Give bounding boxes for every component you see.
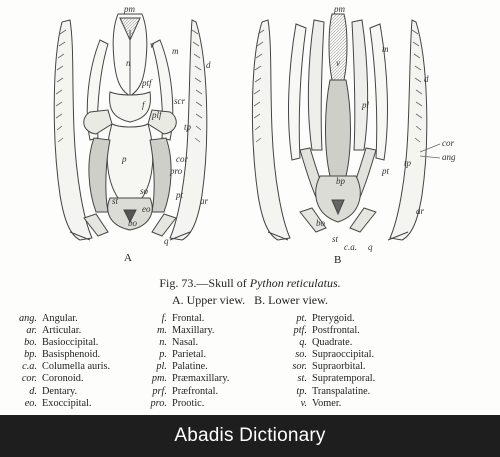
legend-row <box>132 361 229 373</box>
skull-lower-view <box>252 14 440 240</box>
label-b-ca: c.a. <box>344 242 357 252</box>
legend-name: Basisphenoid. <box>42 349 101 361</box>
legend-row <box>2 337 110 349</box>
label-b-bo: bo <box>316 218 325 228</box>
legend-row <box>272 398 375 410</box>
label-b-pm: pm <box>334 4 345 14</box>
label-a-st: st <box>112 196 119 206</box>
label-b-cor: cor <box>442 138 454 148</box>
legend-name: Nasal. <box>172 337 199 349</box>
legend-name: Transpalatine. <box>312 385 371 397</box>
legend-name: Basioccipital. <box>42 337 99 349</box>
label-b-pt: pt <box>382 166 390 176</box>
label-b-bp: bp <box>336 176 345 186</box>
legend-abbr: ang. <box>18 313 37 324</box>
legend-row <box>272 349 375 361</box>
legend-name: Supraoccipital. <box>312 349 375 361</box>
legend-abbr: p. <box>159 349 167 361</box>
label-a-pro: pro <box>170 166 183 176</box>
legend-row <box>132 349 229 361</box>
legend-name: Præfrontal. <box>172 385 219 397</box>
legend-row <box>132 386 229 398</box>
legend-row <box>272 386 375 398</box>
legend-abbr: eo. <box>24 397 37 409</box>
legend-row <box>2 398 110 410</box>
legend-name: Articular. <box>42 325 82 337</box>
legend-column-1 <box>2 313 110 410</box>
legend-abbr: f. <box>161 313 167 324</box>
label-a-m: m <box>172 46 179 56</box>
views-caption: A. Upper view. B. Lower view. <box>171 293 329 307</box>
label-a-pm: pm <box>124 4 135 14</box>
legend-abbr: prf. <box>152 385 167 397</box>
legend-name: Maxillary. <box>172 325 215 337</box>
legend-row <box>2 349 110 361</box>
figure-caption-text: —Skull of <box>196 276 250 290</box>
legend-row <box>132 398 229 410</box>
legend-row <box>272 337 375 349</box>
view-a-letter: A <box>124 252 132 264</box>
legend-name: Postfrontal. <box>312 325 360 337</box>
label-a-tp: tp <box>184 122 192 132</box>
legend-row <box>2 373 110 385</box>
legend-row <box>272 325 375 337</box>
legend-column-2 <box>132 313 229 410</box>
label-b-m: m <box>382 44 389 54</box>
label-a-eo: eo <box>142 204 151 214</box>
label-a-plf: plf <box>152 110 162 120</box>
watermark-banner <box>0 415 500 457</box>
legend-abbr: ar. <box>26 325 37 337</box>
label-a-ptf: ptf <box>142 78 152 88</box>
label-b-pl: pl <box>362 100 370 110</box>
legend-abbr: v. <box>300 397 307 409</box>
legend-name: Frontal. <box>172 313 205 324</box>
legend-name: Præmaxillary. <box>172 373 230 385</box>
label-b-ang: ang <box>442 152 456 162</box>
legend-abbr: pt. <box>296 313 307 324</box>
legend-name: Supraorbital. <box>312 361 366 373</box>
watermark-text: Abadis Dictionary <box>174 425 326 446</box>
legend-row <box>2 361 110 373</box>
legend-row <box>132 325 229 337</box>
legend-abbr: tp. <box>296 385 307 397</box>
label-a-n: n <box>126 58 131 68</box>
label-b-st: st <box>332 234 339 244</box>
legend-row <box>272 373 375 385</box>
legend-row <box>272 361 375 373</box>
legend-row <box>2 386 110 398</box>
view-b-letter: B <box>334 254 342 266</box>
legend-abbr: c.a. <box>22 361 37 373</box>
label-b-ar: ar <box>416 206 425 216</box>
label-a-pt: pt <box>176 190 184 200</box>
legend-abbr: sor. <box>292 361 307 373</box>
legend-row <box>272 313 375 325</box>
legend-name: Prootic. <box>172 397 205 409</box>
legend-abbr: bp. <box>24 349 37 361</box>
legend-name: Quadrate. <box>312 337 353 349</box>
legend-name: Angular. <box>42 313 78 324</box>
legend-name: Parietal. <box>172 349 207 361</box>
label-a-p: p <box>122 154 127 164</box>
label-a-d: d <box>206 60 211 70</box>
label-a-ar: ar <box>200 196 209 206</box>
legend-row <box>132 313 229 325</box>
legend-abbr: ptf. <box>293 325 307 337</box>
legend-name: Columella auris. <box>42 361 111 373</box>
legend-abbr: m. <box>156 325 167 337</box>
species-name: Python reticulatus. <box>249 276 341 290</box>
label-b-v: v <box>336 58 340 68</box>
legend-abbr: pro. <box>150 397 167 409</box>
label-b-tp: tp <box>404 158 412 168</box>
legend-row <box>2 325 110 337</box>
label-a-v: v <box>150 40 154 50</box>
label-a-bo: bo <box>128 218 137 228</box>
legend-name: Dentary. <box>42 385 78 397</box>
label-a-cor: cor <box>176 154 188 164</box>
legend-name: Vomer. <box>312 397 342 409</box>
legend-abbr: cor. <box>21 373 37 385</box>
legend-row <box>2 313 110 325</box>
legend-column-3 <box>272 313 375 410</box>
legend-abbr: bo. <box>24 337 37 349</box>
figure-number: Fig. 73. <box>159 276 197 290</box>
legend-abbr: d. <box>29 385 37 397</box>
legend-abbr: q. <box>299 337 307 349</box>
legend-abbr: st. <box>297 373 307 385</box>
legend-abbr: pm. <box>151 373 167 385</box>
label-a-q: q <box>164 236 169 246</box>
legend-abbr: so. <box>295 349 307 361</box>
legend-row <box>132 373 229 385</box>
legend-name: Pterygoid. <box>312 313 355 324</box>
legend-abbr: pl. <box>156 361 167 373</box>
legend-row <box>132 337 229 349</box>
label-b-d: d <box>424 74 429 84</box>
label-b-q: q <box>368 242 373 252</box>
label-a-so: so <box>140 186 149 196</box>
label-a-scr: scr <box>174 96 185 106</box>
legend-name: Supratemporal. <box>312 373 376 385</box>
label-a-f: f <box>142 100 145 110</box>
legend-name: Palatine. <box>172 361 208 373</box>
legend-name: Coronoid. <box>42 373 84 385</box>
legend-name: Exoccipital. <box>42 397 92 409</box>
figure-caption <box>0 276 500 291</box>
legend-abbr: n. <box>159 337 167 349</box>
